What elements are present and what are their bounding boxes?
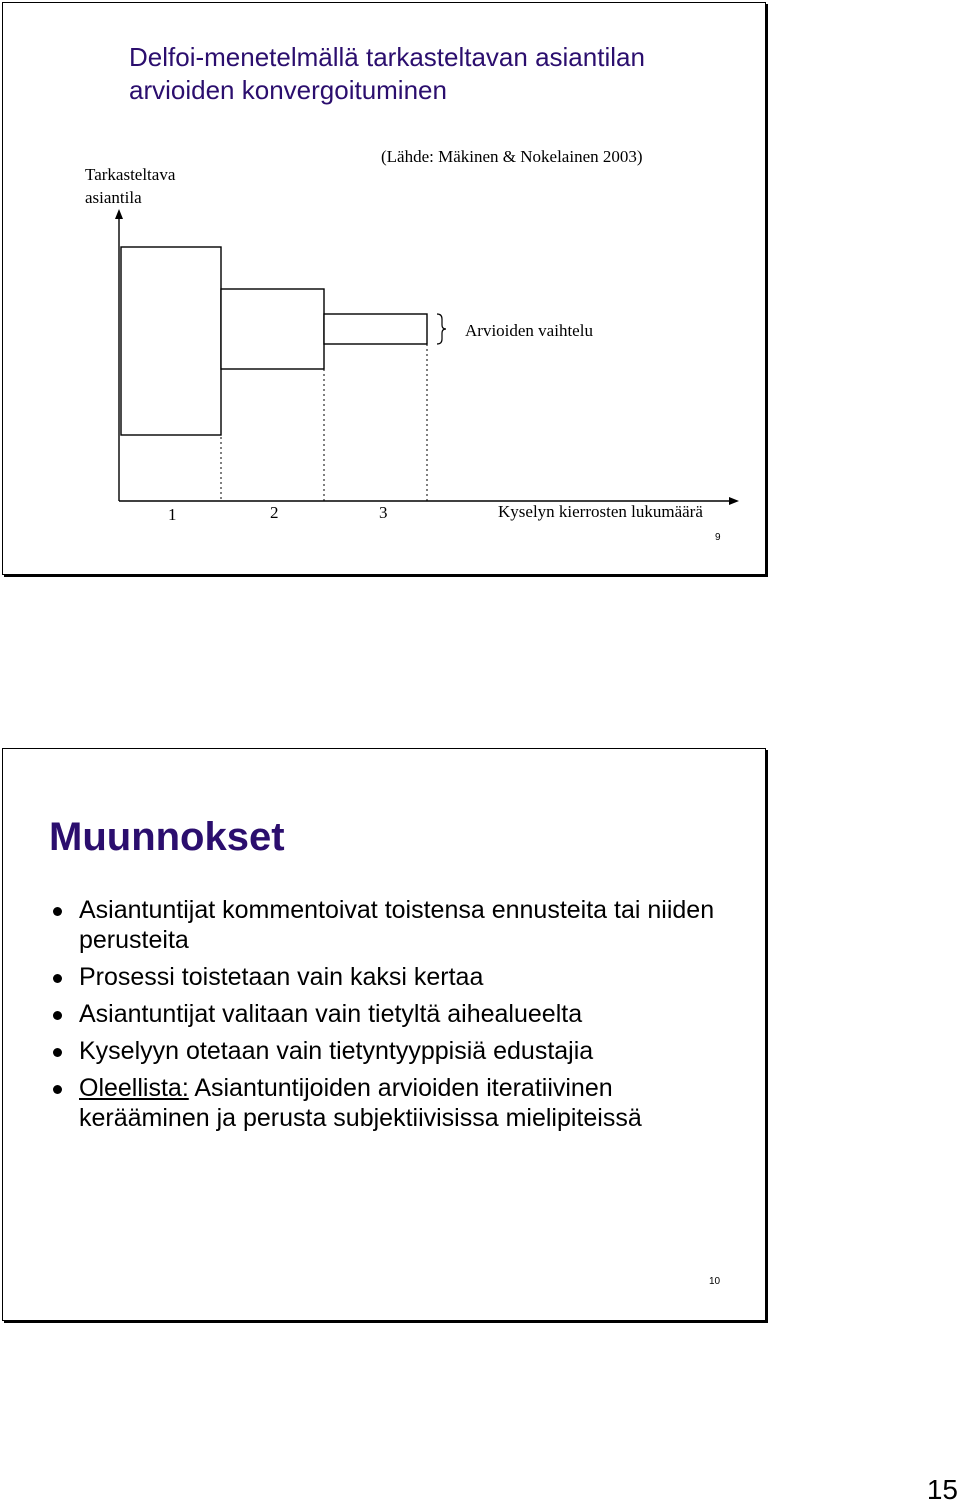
bullet-icon [53,1048,62,1057]
y-axis-arrowhead [115,209,123,219]
round-3-range [324,314,427,344]
brace-icon [437,314,446,344]
slide-number: 9 [715,532,721,543]
slide-10 [2,748,766,1321]
slide-number: 10 [709,1276,721,1287]
slide-9 [2,2,766,575]
y-axis-label-line1: Tarkasteltava [85,165,176,184]
round-1-range [121,247,221,435]
x-tick-2: 2 [270,503,279,522]
x-tick-3: 3 [379,503,388,522]
bullet-icon [53,907,62,916]
x-axis-arrowhead [729,497,739,505]
bullet-icon [53,974,62,983]
slide-title: Muunnokset [49,815,285,859]
brace-label: Arvioiden vaihtelu [465,321,593,340]
y-axis-label-line2: asiantila [85,188,142,207]
page-number: 15 [926,1474,958,1505]
list-item: Oleellista: Asiantuntijoiden arvioiden iteratiivinen kerääminen ja perusta subjektiivisissa mielipiteissä [53,1073,743,1133]
list-item: Prosessi toistetaan vain kaksi kertaa [53,962,743,992]
bullet-list [53,895,743,1140]
emphasis-label: Oleellista: [79,1074,189,1102]
bullet-icon [53,1085,62,1094]
slide-title: Delfoi-menetelmällä tarkasteltavan asiantilan arvioiden konvergoituminen [129,42,645,105]
convergence-diagram [3,3,767,576]
list-item: Asiantuntijat valitaan vain tietyltä aihealueelta [53,999,743,1029]
bullet-icon [53,1011,62,1020]
x-tick-1: 1 [168,505,177,524]
source-citation: (Lähde: Mäkinen & Nokelainen 2003) [381,147,643,166]
x-axis-label: Kyselyn kierrosten lukumäärä [498,502,703,521]
list-item: Asiantuntijat kommentoivat toistensa ennusteita tai niiden perusteita [53,895,743,955]
list-item: Kyselyyn otetaan vain tietyntyyppisiä edustajia [53,1036,743,1066]
round-2-range [221,289,324,369]
